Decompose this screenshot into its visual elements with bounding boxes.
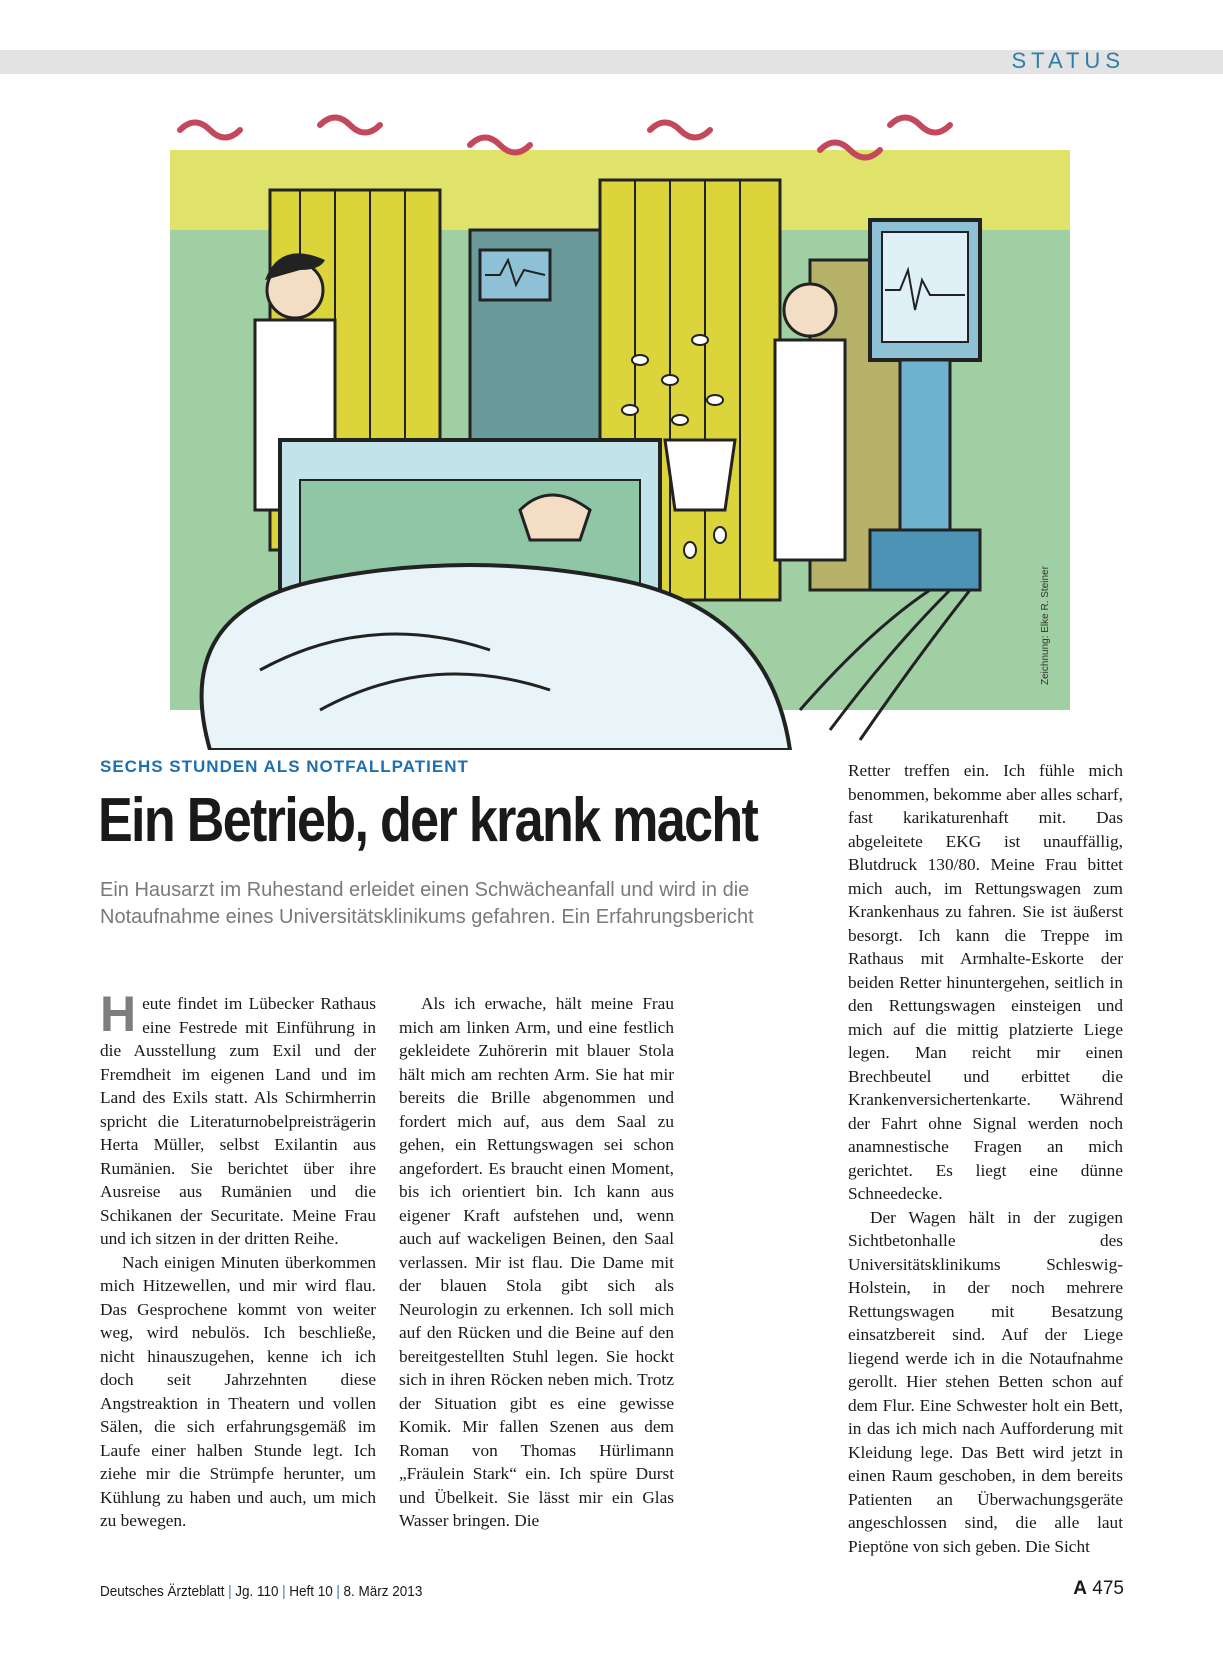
article-column-3: [848, 759, 1123, 1558]
volume: Jg. 110: [235, 1583, 279, 1600]
page-number: [1073, 1578, 1124, 1600]
paragraph: Nach einigen Minuten überkommen mich Hitzewellen, und mir wird flau. Das Gesprochene kommt von weiter weg, wird nebulös. Ich beschließe, nicht hinauszugehen, kenne ich ich doch seit Jahrzehnten diese Angstreaktion in Theatern und vollen Sälen, die sich erfahrungsgemäß im Laufe einer halben Stunde legt. Ich ziehe mir die Strümpfe herunter, um Kühlung zu haben und auch, um mich zu bewegen.: [100, 1252, 376, 1530]
article-kicker: SECHS STUNDEN ALS NOTFALLPATIENT: [100, 757, 469, 776]
paragraph: Der Wagen hält in der zugigen Sichtbetonhalle des Universitätsklinikums Schleswig-Holstein, in der noch mehrere Rettungswagen mit Besatzung einsatzbereit sind. Auf der Liege liegend werde ich in die Notaufnahme gerollt. Hier stehen Betten schon auf dem Flur. Eine Schwester holt ein Bett, in das ich mich nach Aufforderung mit Kleidung lege. Das Bett wird jetzt in einen Raum geschoben, in dem bereits Patienten an Überwachungsgeräte angeschlossen sind, die alle laut Pieptöne von sich geben. Die Sicht: [848, 1207, 1123, 1556]
separator: |: [282, 1583, 286, 1600]
dropcap: H: [100, 986, 137, 1042]
section-label: STATUS: [1011, 48, 1125, 73]
page-number-value: 475: [1092, 1578, 1124, 1599]
page-prefix: A: [1073, 1578, 1088, 1599]
separator: |: [228, 1583, 232, 1600]
illustration-credit: Zeichnung: Elke R. Steiner: [1040, 566, 1051, 685]
footer-citation: [100, 1583, 422, 1600]
article-column-1: [100, 986, 376, 1533]
paragraph: Als ich erwache, hält meine Frau mich am linken Arm, und eine festlich gekleidete Zuhörerin mit blauer Stola hält mich am rechten Arm. Sie hat mir bereits die Brille abgenommen und fordert mich auf, aus dem Saal zu gehen, ein Rettungswagen sei schon angefordert. Es braucht einen Moment, bis ich orientiert bin. Ich kann aus eigener Kraft aufstehen und, wenn auch auf wackeligen Beinen, den Saal verlassen. Mir ist flau. Die Dame mit der blauen Stola gibt sich als Neurologin zu erkennen. Ich soll mich auf den Rücken und die Beine auf den bereitgestellten Stuhl legen. Sie hockt sich in ihren Röcken neben mich. Trotz der Situation gibt es eine gewisse Komik. Mir fallen Szenen aus dem Roman von Thomas Hürlimann „Fräulein Stark“ ein. Ich spüre Durst und Übelkeit. Sie lässt mir ein Glas Wasser bringen. Die: [399, 994, 674, 1530]
article-headline: Ein Betrieb, der krank macht: [98, 786, 758, 855]
hospital-illustration: [170, 110, 1070, 750]
paragraph: Retter treffen ein. Ich fühle mich benommen, bekomme aber alles scharf, fast karikaturenhaft mit. Das abgeleitete EKG ist unauffällig, Blutdruck 130/80. Meine Frau bittet mich auch, im Rettungswagen zum Krankenhaus zu fahren. Sie ist äußerst besorgt. Ich kann die Treppe im Rathaus mit Armhalte-Eskorte der beiden Retter hinuntergehen, seitlich in den Rettungswagen einsteigen und mich auf die mittig platzierte Liege legen. Man reicht mir einen Brechbeutel und erbittet die Krankenversichertenkarte. Während der Fahrt ohne Signal werden noch anamnestische Fragen an mich gerichtet. Es liegt eine dünne Schneedecke.: [848, 761, 1123, 1203]
issue: Heft 10: [289, 1583, 333, 1600]
article-intro: Ein Hausarzt im Ruhestand erleidet einen Schwächeanfall und wird in die Notaufnahme eines Universitätsklinikums gefahren. Ein Erfahrungsbericht: [100, 879, 754, 928]
separator: |: [336, 1583, 340, 1600]
issue-date: 8. März 2013: [343, 1583, 423, 1600]
journal-name: Deutsches Ärzteblatt: [100, 1583, 225, 1600]
article-column-2: [399, 992, 674, 1533]
paragraph: eute findet im Lübecker Rathaus eine Festrede mit Einführung in die Ausstellung zum Exil und der Fremdheit im eigenen Land und im Land des Exils statt. Als Schirmherrin spricht die Literaturnobelpreisträgerin Herta Müller, selbst Exilantin aus Rumänien. Sie berichtet über ihre Ausreise aus Rumänien und die Schikanen der Securitate. Meine Frau und ich sitzen in der dritten Reihe.: [100, 994, 376, 1248]
